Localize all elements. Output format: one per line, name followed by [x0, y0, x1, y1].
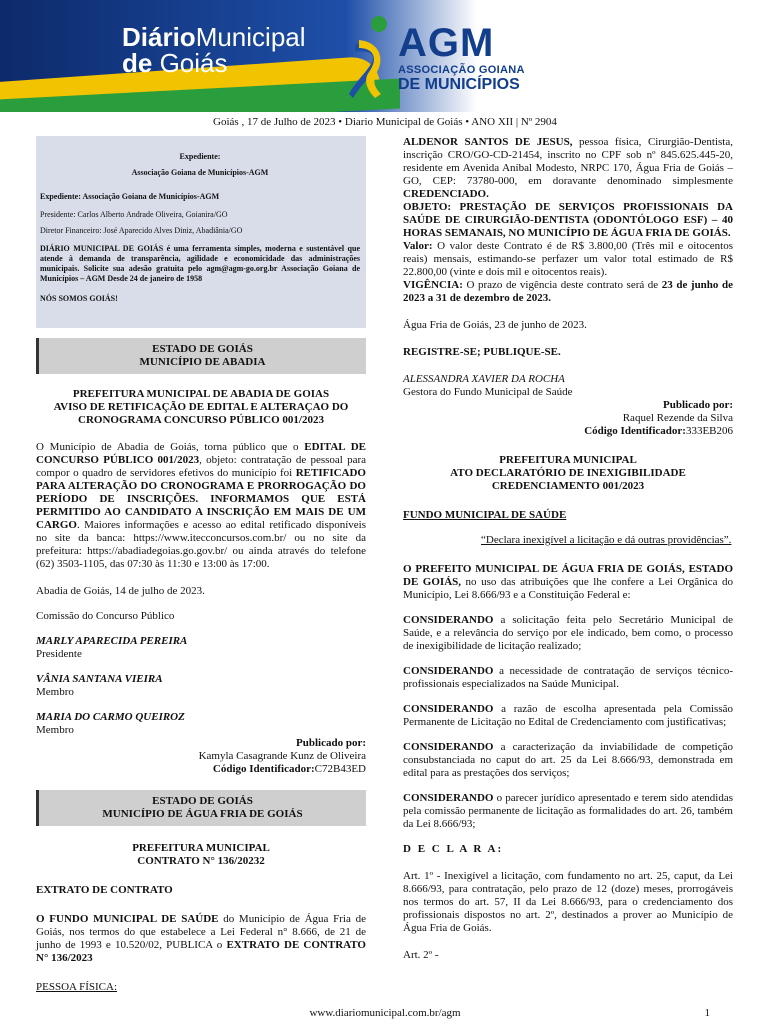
abadia-title-3: CRONOGRAMA CONCURSO PÚBLICO 001/2023	[78, 414, 324, 426]
expediente-box	[36, 136, 366, 328]
left-column	[36, 136, 366, 1004]
agm-logo: AGM ASSOCIAÇÃO GOIANA DE MUNICÍPIOS	[398, 21, 525, 93]
signer-name: VÂNIA SANTANA VIEIRA	[36, 673, 163, 685]
contracted-party: ALDENOR SANTOS DE JESUS, pessoa física, Cirurgião-Dentista, inscrição CRO/GO-CD-21454, inscrito no CPF sob nº 845.625.445-20, residente em Avenida Aníbal Modesto, NRPC 170, Água Fria de Goiás – GO, CEP: 73780-000, em doravante denominado simplesmente CREDENCIADO.	[403, 136, 733, 200]
diario-municipal-logo: DiárioMunicipal de Goiás	[122, 22, 306, 78]
considerando-2: CONSIDERANDO a necessidade de contratação de serviços técnico-profissionais especializados na Saúde Municipal.	[403, 665, 733, 690]
published-by-label: Publicado por:	[663, 399, 733, 411]
abadia-date: Abadia de Goiás, 14 de julho de 2023.	[36, 585, 205, 597]
footer-url[interactable]: www.diariomunicipal.com.br/agm	[309, 1007, 461, 1019]
considerando-1: CONSIDERANDO a solicitação feita pelo Secretário Municipal de Saúde, e a relevância do serviço por ele indicado, bem como, o processo de inexigibilidade de licitação realizado;	[403, 614, 733, 652]
abadia-title-2: AVISO DE RETIFICAÇÃO DE EDITAL E ALTERAÇAO DO	[53, 401, 349, 413]
expediente-director: Diretor Financeiro: José Aparecido Alves Diniz, Abadiânia/GO	[40, 226, 243, 235]
considerando-3: CONSIDERANDO a razão de escolha apresentada pela Comissão Permanente de Licitação no Edital de Credenciamento com justificativas;	[403, 703, 733, 728]
contract-term: VIGÊNCIA: O prazo de vigência deste contrato será de 23 de junho de 2023 a 31 de dezembro de 2023.	[403, 279, 733, 304]
signer-name: MARLY APARECIDA PEREIRA	[36, 635, 188, 647]
contract-object: OBJETO: PRESTAÇÃO DE SERVIÇOS PROFISSIONAIS DA SAÚDE DE CIRURGIÃO-DENTISTA (ODONTÓLOGO ESF) – 40 HORAS SEMANAIS, NO MUNICÍPIO DE ÁGUA FRIA DE GOIÁS.	[403, 201, 733, 239]
abadia-title: PREFEITURA MUNICIPAL DE ABADIA DE GOIAS	[72, 388, 330, 400]
ato-quote: “Declara inexigível a licitação e dá outras providências”.	[481, 534, 732, 546]
expediente-closing: NÓS SOMOS GOIÁS!	[40, 294, 118, 303]
extrato-body: O FUNDO MUNICIPAL DE SAÚDE do Município de Água Fria de Goiás, nos termos do que estabelece a Lei Federal n° 8.666, de 21 de junho de 1993 e 10.520/02, PUBLICA o EXTRATO DE CONTRATO N° 136/2023	[36, 913, 366, 964]
issue-subheader: Goiás , 17 de Julho de 2023 • Diario Municipal de Goiás • ANO XII | Nº 2904	[213, 116, 557, 128]
agua-fria-contract: CONTRATO N° 136/20232	[137, 855, 265, 867]
abadia-body: O Município de Abadia de Goiás, torna público que o EDITAL DE CONCURSO PÚBLICO 001/2023, objeto: contratação de pessoal para compor o quadro de servidores efetivos do município foi RETIFICADO PARA ALTERAÇÃO DO CRONOGRAMA E PRORROGAÇÃO DO PERÍODO DE INSCRIÇÕES. INFORMAMOS QUE ESTÁ PERMITIDO AO CANDIDATO A INSCRIÇÃO EM MAIS DE UM CARGO. Maiores informações e acesso ao edital retificado disponíveis no site da banca: https://www.itecconcursos.com.br/ ou no site da prefeitura: https://abadiadegoias.go.gov.br/ ou ainda através do telefone (62) 3503-1105, das 07:30 às 11:30 e 13:00 às 17:00.	[36, 441, 366, 570]
published-by-label: Publicado por:	[296, 737, 366, 749]
declara-heading: D E C L A R A:	[403, 843, 504, 855]
identifier-code: Código Identificador:333EB206	[584, 425, 733, 437]
header-banner	[0, 0, 770, 112]
signer-name: ALESSANDRA XAVIER DA ROCHA	[403, 373, 565, 385]
expediente-president: Presidente: Carlos Alberto Andrade Oliveira, Goianira/GO	[40, 210, 228, 219]
extrato-heading: EXTRATO DE CONTRATO	[36, 884, 173, 896]
prefeito-intro: O PREFEITO MUNICIPAL DE ÁGUA FRIA DE GOIÁS, ESTADO DE GOIÁS, no uso das atribuições que lhe confere a Lei Orgânica do Município, Lei 8.666/93 e a Constituição Federal e:	[403, 563, 733, 601]
contract-value: Valor: O valor deste Contrato é de R$ 3.800,00 (Três mil e oitocentos reais) mensais, estimando-se perfazer um valor total estimado de R$ 22.800,00 (vinte e dois mil e oitocentos reais).	[403, 240, 733, 278]
article-2: Art. 2º -	[403, 949, 439, 961]
expediente-description: DIÁRIO MUNICIPAL DE GOIÁS é uma ferramenta simples, moderna e sustentável que atende à demanda de transparência, agilidade e economicidade das administrações municipais. Solicite sua adesão gratuita pelo agm@agm-go.org.br Associação Goiana de Municípios – AGM Desde 24 de janeiro de 1958	[40, 244, 360, 283]
article-1: Art. 1º - Inexigível a licitação, com fundamento no art. 25, caput, da Lei 8.666/93, para contratação, pelo prazo de 12 (doze) meses, prorrogáveis nos termos do art. 57, II da Lei 8.666/93, para o credenciamento dos profissionais dispostos no art. 2º, destinados a prover ao Município de Água Fria de Goiás.	[403, 870, 733, 934]
abadia-state-box: ESTADO DE GOIÁS MUNICÍPIO DE ABADIA	[36, 338, 366, 374]
page-number: 1	[704, 1007, 710, 1019]
published-by-name: Raquel Rezende da Silva	[622, 412, 733, 424]
identifier-code: Código Identificador:C72B43ED	[212, 763, 366, 775]
registre-publique: REGISTRE-SE; PUBLIQUE-SE.	[403, 346, 561, 358]
expediente-subtitle: Associação Goiana de Municípios-AGM	[131, 168, 269, 177]
expediente-line: Expediente: Associação Goiana de Municípios-AGM	[40, 192, 220, 201]
signer-role: Presidente	[36, 648, 82, 660]
signer-role: Membro	[36, 724, 74, 736]
abadia-commission: Comissão do Concurso Público	[36, 610, 175, 622]
contract-date: Água Fria de Goiás, 23 de junho de 2023.	[403, 319, 587, 331]
signer-role: Gestora do Fundo Municipal de Saúde	[403, 386, 573, 398]
considerando-5: CONSIDERANDO o parecer jurídico apresentado e terem sido atendidas pela comissão permanente de licitação as formalidades do art. 26, também da Lei 8.666/93;	[403, 792, 733, 830]
signer-name: MARIA DO CARMO QUEIROZ	[36, 711, 185, 723]
ato-title: PREFEITURA MUNICIPAL	[499, 454, 637, 466]
considerando-4: CONSIDERANDO a caracterização da inviabilidade de competição consubstanciada no caput do art. 25 da Lei 8.666/93, demonstrada em edital para as prestações dos serviços;	[403, 741, 733, 779]
right-column	[403, 136, 733, 972]
agua-fria-state-box: ESTADO DE GOIÁS MUNICÍPIO DE ÁGUA FRIA DE GOIÁS	[36, 790, 366, 826]
fundo-heading: FUNDO MUNICIPAL DE SAÚDE	[403, 509, 567, 521]
published-by-name: Kamyla Casagrande Kunz de Oliveira	[198, 750, 366, 762]
pessoa-fisica-heading: PESSOA FÍSICA:	[36, 981, 118, 993]
ato-title-3: CREDENCIAMENTO 001/2023	[491, 480, 645, 492]
agua-fria-title: PREFEITURA MUNICIPAL	[132, 842, 270, 854]
ato-title-2: ATO DECLARATÓRIO DE INEXIGIBILIDADE	[450, 467, 686, 479]
signer-role: Membro	[36, 686, 74, 698]
expediente-title: Expediente:	[179, 152, 221, 161]
agm-figure-icon	[345, 14, 393, 100]
